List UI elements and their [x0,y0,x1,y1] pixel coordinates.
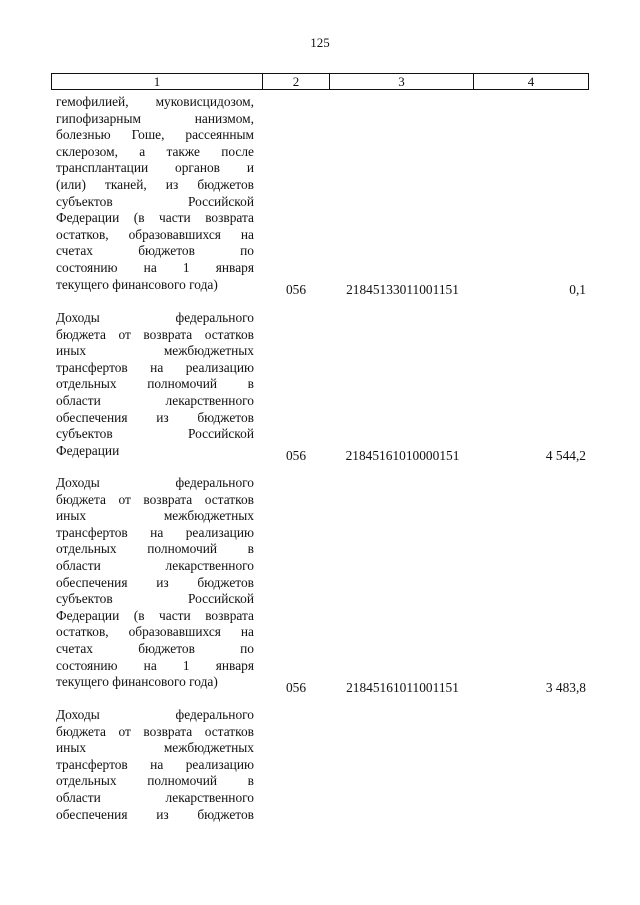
description-line: бюджета от возврата остатков [56,491,254,507]
description-line: состоянию на 1 января [56,259,254,275]
description-line: субъектов Российской [56,193,254,209]
description-line: состоянию на 1 января [56,657,254,673]
description-line: субъектов Российской [56,591,254,607]
description-line: трансплантации органов и [56,160,254,176]
description-line: обеспечения из бюджетов [56,409,254,425]
description-line: области лекарственного [56,789,254,805]
column-header-3: 3 [330,74,474,90]
description-line: отдельных полномочий в [56,773,254,789]
description-line: Федерации (в части возврата [56,210,254,226]
description-line: иных межбюджетных [56,740,254,756]
admin-code: 056 [285,282,307,297]
page-number: 125 [310,35,330,50]
description-line: трансфертов на реализацию [56,756,254,772]
description-line: трансфертов на реализацию [56,359,254,375]
description-line: гемофилией, муковисцидозом, [56,94,254,109]
description-line: текущего финансового года) [56,674,218,690]
header-row [52,74,589,90]
description-line: текущего финансового года) [56,276,218,292]
description-line: Доходы федерального [56,707,254,722]
description-line: счетах бюджетов по [56,640,254,656]
budget-classification-code: 21845161010000151 [345,448,460,463]
description-line: обеспечения из бюджетов [56,806,254,822]
description-line: гипофизарным нанизмом, [56,110,254,126]
description-line: области лекарственного [56,557,254,573]
amount-value: 3 483,8 [545,680,586,695]
description-line: бюджета от возврата остатков [56,723,254,739]
description-line: бюджета от возврата остатков [56,326,254,342]
row-description [56,475,254,691]
description-line: Доходы федерального [56,310,254,325]
description-line: (или) тканей, из бюджетов [56,176,254,192]
description-line: Федерации (в части возврата [56,607,254,623]
description-line: иных межбюджетных [56,343,254,359]
budget-classification-code: 21845161011001151 [346,680,459,695]
admin-code: 056 [285,448,307,463]
description-line: остатков, образовавшихся на [56,624,254,640]
description-line: остатков, образовавшихся на [56,226,254,242]
description-line: области лекарственного [56,392,254,408]
amount-value: 4 544,2 [545,448,586,463]
description-line: отдельных полномочий в [56,541,254,557]
description-line: отдельных полномочий в [56,376,254,392]
description-line: Доходы федерального [56,475,254,490]
description-line: обеспечения из бюджетов [56,574,254,590]
description-line: субъектов Российской [56,426,254,442]
row-description [56,94,254,293]
description-line: иных межбюджетных [56,508,254,524]
column-header-4: 4 [474,74,589,90]
budget-classification-code: 21845133011001151 [346,282,459,297]
amount-value: 0,1 [569,282,586,297]
column-header-1: 1 [52,74,263,90]
description-line: Федерации [56,442,120,458]
row-description [56,707,254,823]
column-header-2: 2 [263,74,330,90]
description-line: склерозом, а также после [56,143,254,159]
description-line: трансфертов на реализацию [56,524,254,540]
description-line: болезнью Гоше, рассеянным [56,127,254,143]
admin-code: 056 [285,680,307,695]
table-header [51,73,589,90]
description-line: счетах бюджетов по [56,243,254,259]
row-description [56,310,254,459]
